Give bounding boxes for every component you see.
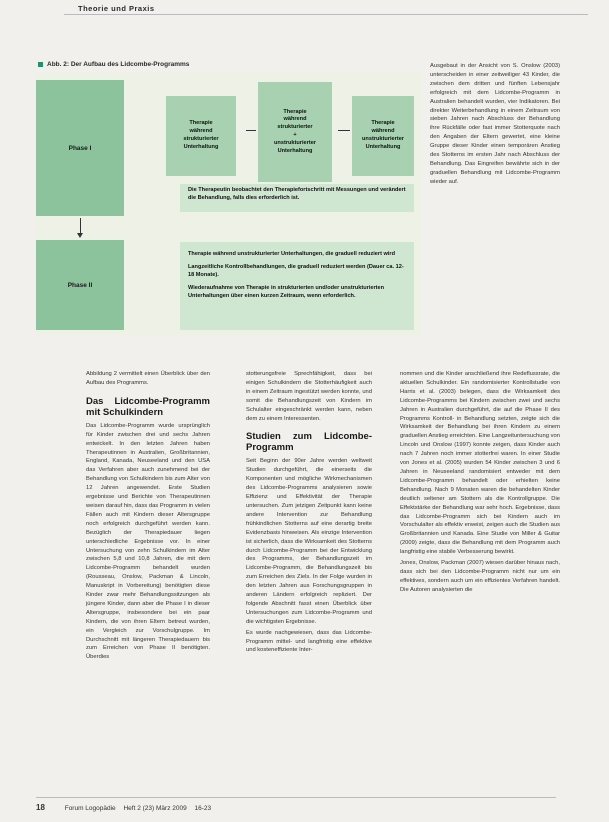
- page-range: 16-23: [194, 805, 212, 812]
- body-text: Das Lidcombe-Programm wurde ursprünglich für Kinder zwischen drei und sechs Jahren entwickelt. In den letzten Jahren haben Therapeutinnen in Australien, Großbritannien, England, Kanada, Neuseeland und den USA das Verfahren aber auch zunehmend bei der Behandlung von Schulkindern bis zum Alter von 12 Jahren angewendet. Erste Studien ergebnisse und Berichte von Therapeutinnen weisen darauf hin, dass das Programm in vielen Fällen auch mit Kindern dieser Altersgruppe noch erfolgreich durchgeführt werden kann. Bezüglich der Therapiedauer liegen unterschiedliche Ergebnisse vor. In einer Untersuchung von zehn Schulkindern im Alter zwischen 5,8 und 10,8 Jahren, die mit dem Lidcombe-Programm behandelt wurden (Rousseau, Onslow, Packman & Lincoln, Manuskript in Vorbereitung) benötigten diese Kinder zwar mehr Behandlungssitzungen als jüngere Kinder, dann aber die Phase I in dieser Altersgruppe, insbesondere bei ein paar Kindern, die von ihren Eltern betreut wurden, ein Vergleich zur Vorschulgruppe. Im Durchschnitt mit längeren Therapiedauern bis zum Erreichen von Phase II benötigten. Überdies: [86, 422, 210, 661]
- body-text: nommen und die Kinder anschließend ihre Redeflussrate, die aktuellen Schulkinder. Ein randomisierter Kontrollstudie von Harris et al. (2003) belegen, dass die Wirksamkeit des Lidcombe-Programms bei Kindern zwischen zwei und sechs Jahren in Australien durchgeführt, die auf die Phase II des Programms Kontroll- in Behandlung setzten, zeigte sich die Wirksamkeit der Behandlung bei ihren Kindern zu einem graduellen Anstieg erreichten. Eine Langzeituntersuchung von Lincoln und Onslow (1997) konnte zeigen, dass Kinder auch nach 7 Jahren noch immer stotterfrei waren. In einer Studie von Jones et al. (2005) wurden 54 Kinder zwischen 3 und 6 Jahren in Neuseeland randomisiert entweder mit dem Lidcombe-Programm behandelt oder erhielten keine Behandlung. Nach 9 Monaten waren die behandelten Kinder deutlich seltener am Stottern als die Kontrollgruppe. Die Effektstärke der Behandlung war sehr hoch. Ergebnisse, dass das Lidcombe-Programm sich bei Kindern auch im Vorschulalter als effektiv erweist, zeigen auch die Studien aus Großbritannien und Kanada. Eine Studie von Miller & Guitar (2009) zeigte, dass die Behandlung mit dem Programm auch langfristig eine stabile Verbesserung bewirkt.: [400, 371, 560, 556]
- phase-2-label: Phase II: [67, 281, 93, 289]
- phase-1-step-3: Therapie während unstrukturierter Unterhaltung: [352, 96, 414, 176]
- column-1: [86, 370, 210, 792]
- body-text: stotterungsfreie Sprechfähigkeit, dass bei einigen Schulkindern die Stotterhäufigkeit auch in einem Zeitraum ingestützt werden konnte, und somit die Behandlungszeit von Kindern im Schulalter eingeschränkt werden kann, neben dem zu einem Interessenten.: [246, 371, 372, 422]
- section-heading: Das Lidcombe-Programm mit Schulkindern: [86, 395, 210, 418]
- body-text: Es wurde nachgewiesen, dass das Lidcombe-Programm mittel- und langfristig eine effektive und kosteneffiziente Inter-: [246, 629, 372, 654]
- body-text: Jones, Onslow, Packman (2007) wiesen darüber hinaus nach, dass sich bei den Lidcombe-Programm nicht nur um ein effektives, sondern auch um ein effizientes Verfahren handelt. Die Autoren analysierten die: [400, 560, 560, 593]
- section-header: Theorie und Praxis: [78, 4, 155, 13]
- footer: [36, 803, 211, 812]
- right-column-top: [430, 62, 560, 364]
- arrow-phase-1-2: [80, 218, 81, 234]
- phase-1-note: Die Therapeutin beobachtet den Therapiefortschritt mit Messungen und verändert die Behandlung, falls dies erforderlich ist.: [180, 184, 414, 212]
- body-text: Abbildung 2 vermittelt einen Überblick über den Aufbau des Programms.: [86, 371, 210, 386]
- body-text: Seit Beginn der 90er Jahre werden weltweit Studien durchgeführt, die einerseits die Komponenten und mögliche Wirkmechanismen des Lidcombe-Programms analysieren sowie Effizienz und Effektivität der Therapie untersuchen. Zum jetzigen Zeitpunkt kann keine andere Intervention zur Behandlung frühkindlichen Stotterns auf eine derartig breite Evidenzbasis hinweisen. Als einzige Intervention ist sicherlich, dass die Wirksamkeit des Stotterns durch Lidcombe-Programm bei der Entwicklung des Programms, der Behandlungszeit im Lidcombe-Programm, die Behandlungszeit bis zum Erreichen des Ziels. In der Folge wurden in den letzten Jahren aus Forschungsgruppen in anderen Ländern erfolgreich repliziert. Der folgende Abschnitt fasst einen Überblick über Untersuchungen zum Lidcombe-Programm und die wichtigsten Ergebnisse.: [246, 458, 372, 625]
- phase-2-item: Therapie während unstrukturierter Unterhaltungen, die graduell reduziert wird: [188, 251, 396, 257]
- column-3: [400, 370, 560, 792]
- issue-info: Heft 2 (23) März 2009: [123, 805, 187, 812]
- journal-name: Forum Logopädie: [64, 805, 116, 812]
- arrow-step-1-2: [246, 130, 256, 131]
- figure-diagram: [36, 72, 421, 336]
- section-heading: Studien zum Lidcombe-Programm: [246, 431, 372, 454]
- body-text: Ausgebaut in der Ansicht von S. Onslow (2003) unterscheiden in einer zeitweiliger 43 Kinder, die zwischen dem dritten und fünften Lebensjahr erfolgreich mit dem Lidcombe-Programm in Australien behandelt wurden, vier Indikatoren. Bei direkter Weiterbehandlung in einem Zeitraum von sieben Jahren nach Abschluss der Behandlung ihre Rückfälle oder fast immer Stotterquote nach den Angaben der Eltern gewertet, eine kleine Gruppe dieser Kinder einen temporären Anstieg des Stotterns im ersten Jahr nach Abschluss der Behandlung. Das Eingreifen bewährte sich in der graduellen Behandlung mit Lidcombe-Programm wieder auf.: [430, 63, 560, 185]
- phase-2-box: [36, 240, 124, 330]
- phase-1-step-1: Therapie während strukturierter Unterhaltung: [166, 96, 236, 176]
- phase-1-label: Phase I: [68, 144, 92, 152]
- phase-1-step-2: Therapie während strukturierter + unstrukturierter Unterhaltung: [258, 82, 332, 182]
- footer-rule: [36, 797, 556, 798]
- phase-2-item: Langzeitliche Kontrollbehandlungen, die graduell reduziert werden (Dauer ca. 12-18 Monate).: [188, 264, 404, 279]
- caption-marker: [38, 62, 43, 67]
- phase-2-panel: [180, 242, 414, 330]
- page-number: 18: [36, 803, 45, 812]
- phase-1-box: [36, 80, 124, 216]
- arrow-phase-1-2-head: [77, 233, 83, 238]
- column-2: [246, 370, 372, 792]
- phase-2-item: Wiederaufnahme von Therapie in strukturierten und/oder unstrukturierten Unterhaltungen über einen kurzen Zeitraum, wenn erforderlich.: [188, 285, 385, 300]
- arrow-step-2-3: [338, 130, 350, 131]
- figure-caption: [38, 61, 189, 68]
- header-rule: [64, 14, 588, 15]
- figure-caption-text: Abb. 2: Der Aufbau des Lidcombe-Programms: [47, 61, 190, 68]
